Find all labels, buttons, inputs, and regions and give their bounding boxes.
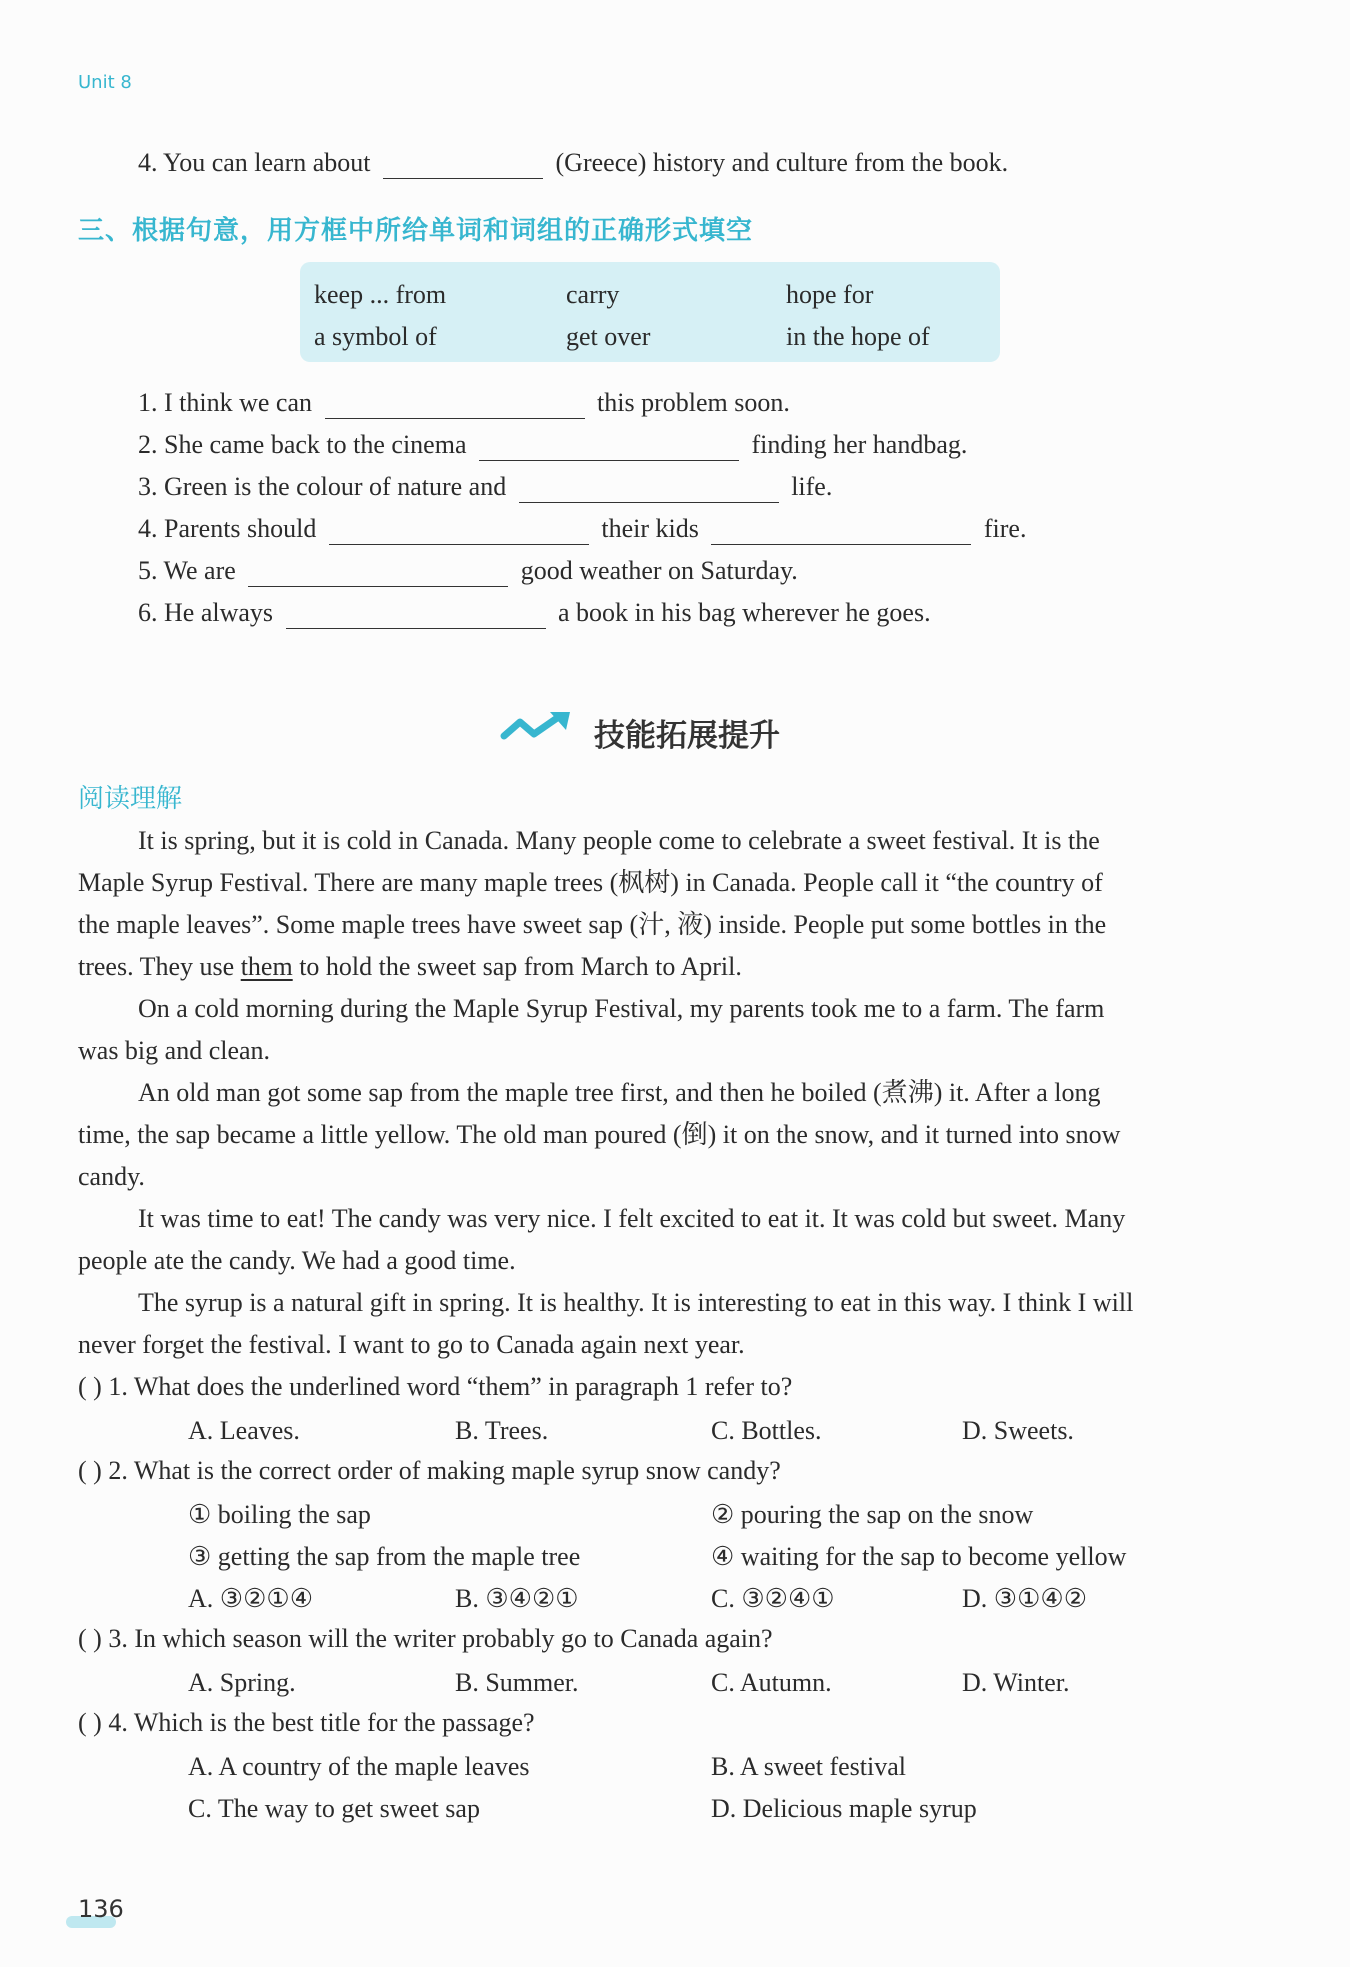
step-item: ④ waiting for the sap to become yellow [711,1542,1127,1571]
fill-item-text: 1. I think we can [138,388,313,417]
passage-line: never forget the festival. I want to go to Canada again next year. [78,1330,745,1359]
option-a[interactable]: A. ③②①④ [188,1584,314,1613]
question-stem: ( ) 1. What does the underlined word “them” in paragraph 1 refer to? [78,1372,793,1401]
option-a[interactable]: A. A country of the maple leaves [188,1752,530,1781]
fill-item-text: fire. [983,514,1027,543]
word-bank-item: keep ... from [314,280,447,309]
unit-label: Unit 8 [78,72,132,93]
word-bank-item: hope for [786,280,874,309]
fill-item-text: 5. We are [138,556,236,585]
answer-blank[interactable] [711,518,971,545]
reading-heading: 阅读理解 [78,784,183,814]
fill-item [138,474,832,503]
word-bank-item: get over [566,322,651,351]
option-c[interactable]: C. Bottles. [711,1416,822,1445]
passage-line: It is spring, but it is cold in Canada. Many people come to celebrate a sweet festival. It is the [138,826,1100,855]
step-item: ② pouring the sap on the snow [711,1500,1034,1529]
passage-line: people ate the candy. We had a good time. [78,1246,516,1275]
fill-item-text: 6. He always [138,598,274,627]
prev-item-after: (Greece) history and culture from the book. [555,148,1009,177]
step-item: ① boiling the sap [188,1500,371,1529]
prev-item [138,150,1008,179]
option-a[interactable]: A. Leaves. [188,1416,300,1445]
passage-line: Maple Syrup Festival. There are many maple trees (枫树) in Canada. People call it “the country of [78,868,1103,897]
passage-line: candy. [78,1162,145,1191]
answer-blank[interactable] [519,476,779,503]
fill-item [138,390,790,419]
option-b[interactable]: B. Trees. [455,1416,549,1445]
fill-item-text: finding her handbag. [751,430,968,459]
passage-line: On a cold morning during the Maple Syrup Festival, my parents took me to a farm. The farm [138,994,1105,1023]
fill-item [138,432,967,461]
section-heading: 三、根据句意，用方框中所给单词和词组的正确形式填空 [78,216,754,246]
word-box [300,262,1000,362]
option-d[interactable]: D. Winter. [962,1668,1070,1697]
option-b[interactable]: B. A sweet festival [711,1752,906,1781]
fill-item [138,516,1026,545]
passage-line: The syrup is a natural gift in spring. It is healthy. It is interesting to eat in this way. I think I will [138,1288,1134,1317]
passage-line: An old man got some sap from the maple tree first, and then he boiled (煮沸) it. After a long [138,1078,1101,1107]
word-bank-item: in the hope of [786,322,930,351]
answer-blank[interactable] [383,152,543,179]
fill-item-text: 2. She came back to the cinema [138,430,467,459]
question-stem: ( ) 3. In which season will the writer probably go to Canada again? [78,1624,773,1653]
fill-item-text: life. [791,472,833,501]
fill-item [138,600,931,629]
option-d[interactable]: D. Delicious maple syrup [711,1794,977,1823]
fill-item-text: good weather on Saturday. [520,556,798,585]
question-stem: ( ) 2. What is the correct order of making maple syrup snow candy? [78,1456,781,1485]
option-c[interactable]: C. The way to get sweet sap [188,1794,480,1823]
passage-line: It was time to eat! The candy was very nice. I felt excited to eat it. It was cold but sweet. Many [138,1204,1126,1233]
trend-arrow-icon [500,710,576,744]
passage-line: time, the sap became a little yellow. The old man poured (倒) it on the snow, and it turned into snow [78,1120,1121,1149]
underlined-word: them [240,952,293,981]
passage-line: the maple leaves”. Some maple trees have sweet sap (汁, 液) inside. People put some bottles in the [78,910,1107,939]
question-stem: ( ) 4. Which is the best title for the passage? [78,1708,535,1737]
option-c[interactable]: C. ③②④① [711,1584,835,1613]
option-b[interactable]: B. Summer. [455,1668,579,1697]
option-b[interactable]: B. ③④②① [455,1584,579,1613]
word-bank-item: a symbol of [314,322,437,351]
word-bank-item: carry [566,280,620,309]
option-d[interactable]: D. ③①④② [962,1584,1088,1613]
answer-blank[interactable] [325,392,585,419]
fill-item-text: 3. Green is the colour of nature and [138,472,507,501]
option-a[interactable]: A. Spring. [188,1668,296,1697]
passage-text: to hold the sweet sap from March to April. [299,952,742,981]
option-c[interactable]: C. Autumn. [711,1668,832,1697]
answer-blank[interactable] [286,602,546,629]
answer-blank[interactable] [329,518,589,545]
prev-item-before: 4. You can learn about [138,148,371,177]
step-item: ③ getting the sap from the maple tree [188,1542,581,1571]
fill-item-text: their kids [601,514,699,543]
page-number: 136 [78,1895,124,1923]
answer-blank[interactable] [479,434,739,461]
fill-item-text: a book in his bag wherever he goes. [558,598,931,627]
skills-title: 技能拓展提升 [594,718,780,754]
option-d[interactable]: D. Sweets. [962,1416,1074,1445]
fill-item [138,558,798,587]
fill-item-text: this problem soon. [597,388,790,417]
answer-blank[interactable] [248,560,508,587]
fill-item-text: 4. Parents should [138,514,317,543]
passage-line [78,954,742,980]
passage-text: trees. They use [78,952,235,981]
passage-line: was big and clean. [78,1036,271,1065]
